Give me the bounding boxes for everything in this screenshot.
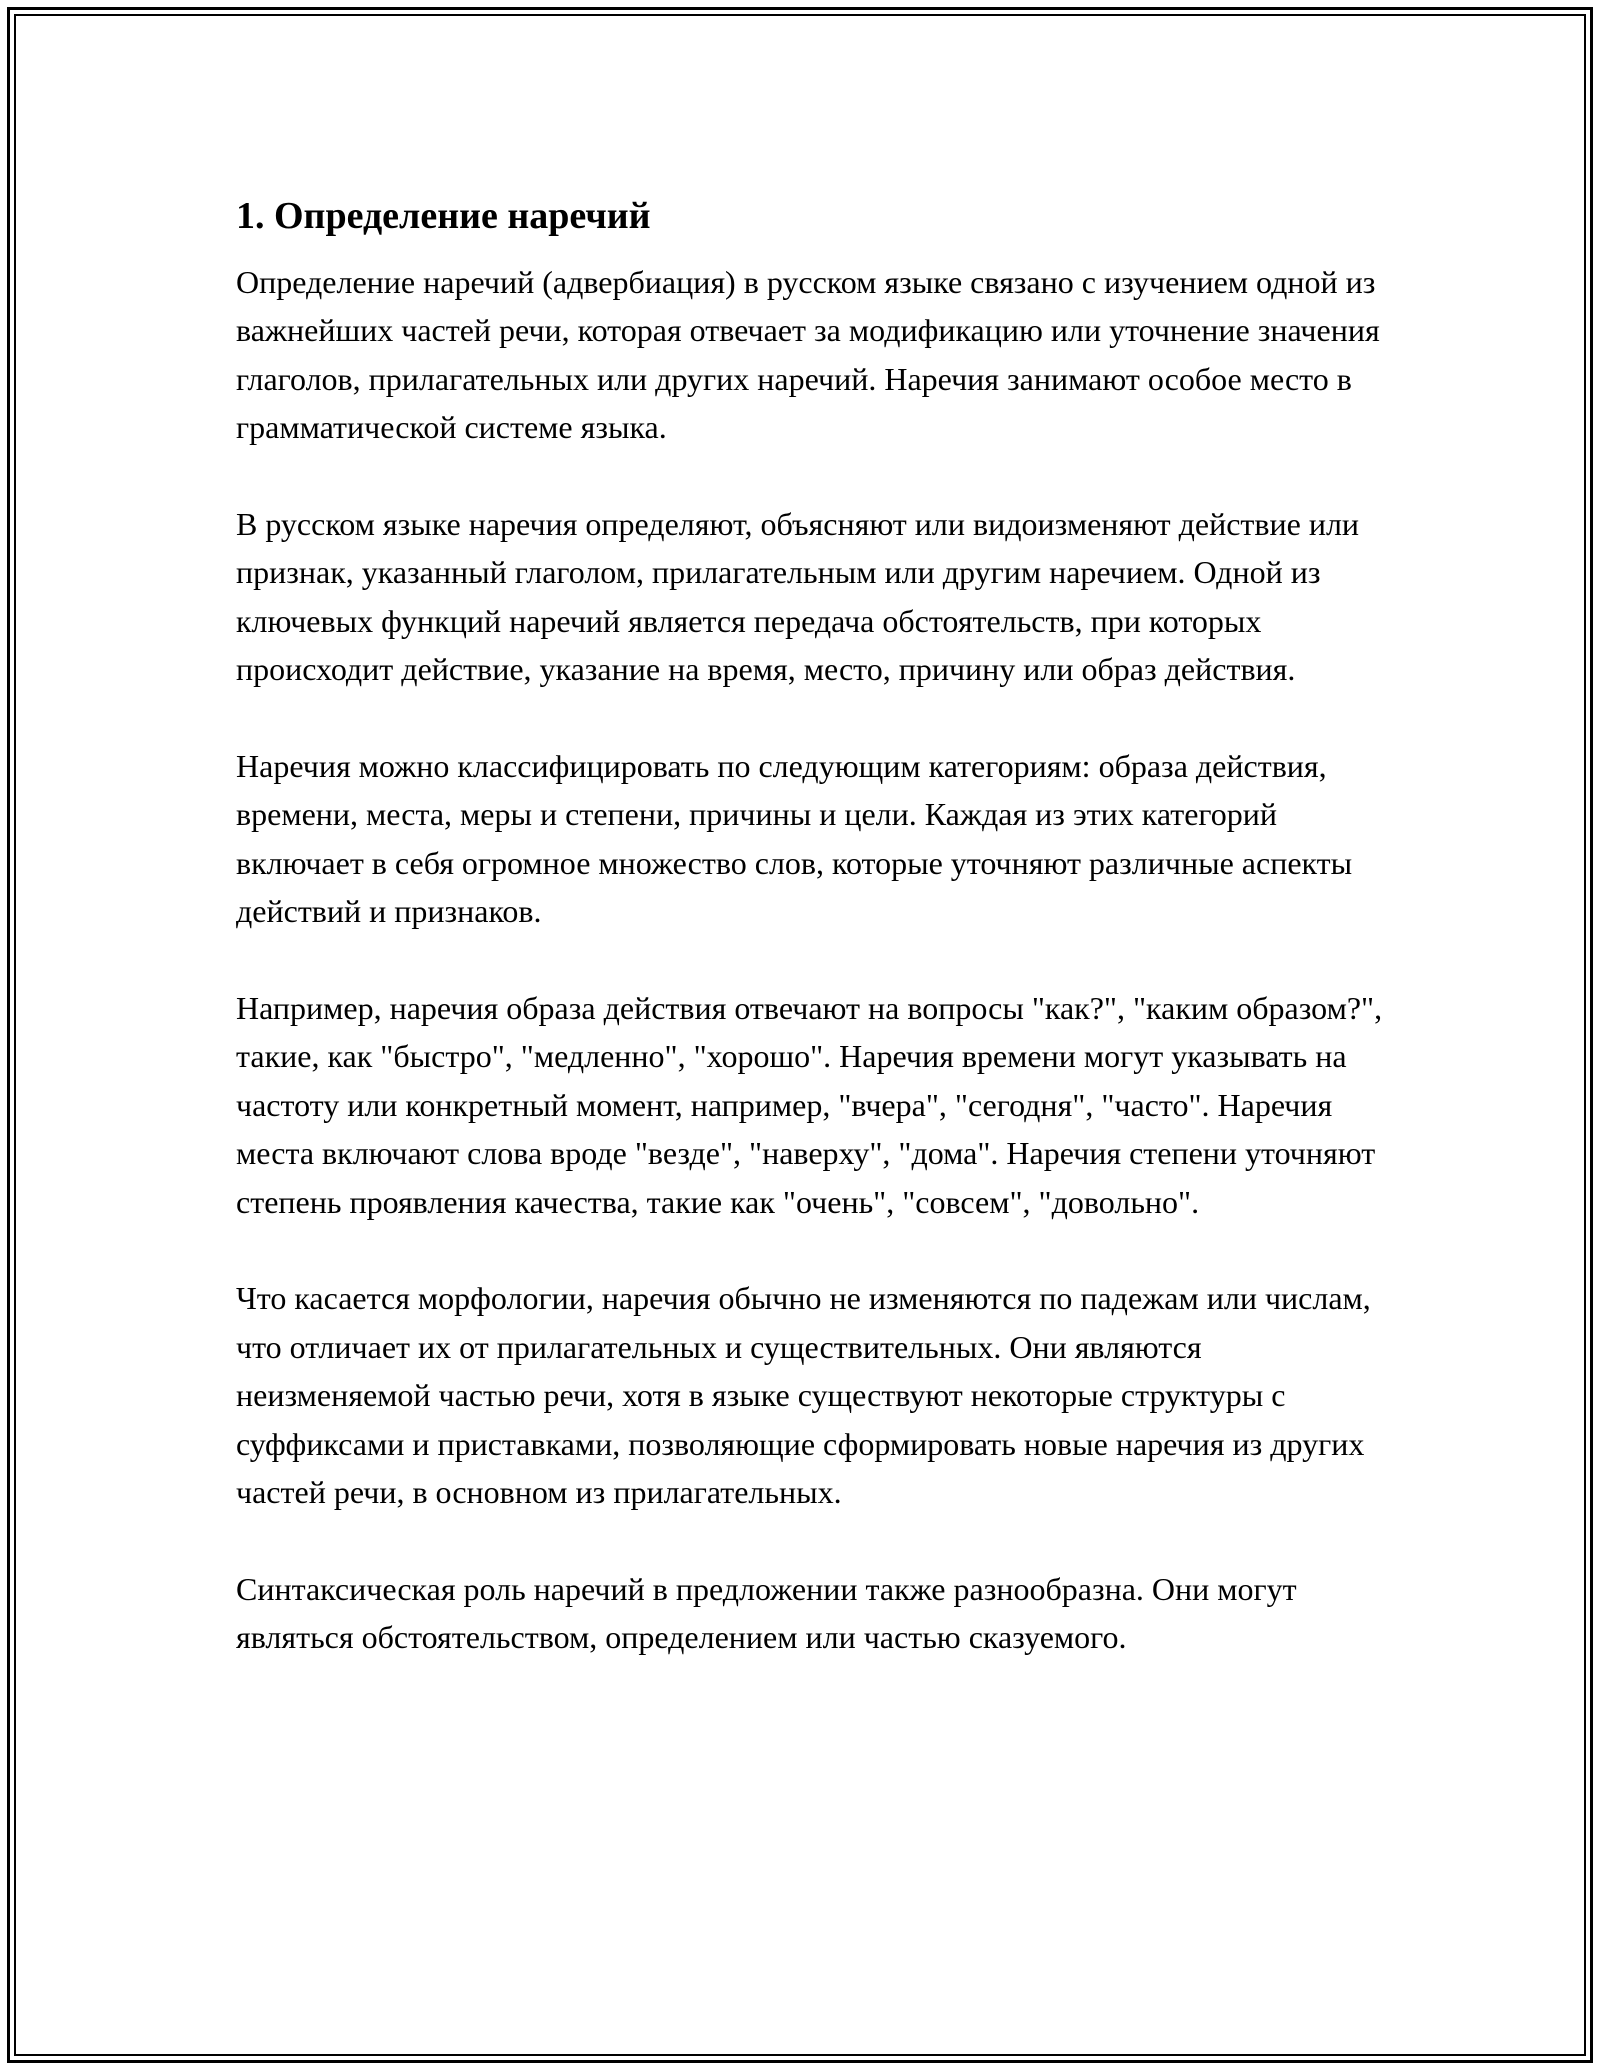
paragraph-3: Наречия можно классифицировать по следующим категориям: образа действия, времени, места, меры и степени, причины и цели. Каждая из этих категорий включает в себя огромное множество слов, которые уточняют различные аспекты действий и признаков. xyxy=(236,748,1353,930)
section-title: 1. Определение наречий xyxy=(236,195,651,237)
document-body xyxy=(236,180,1396,1710)
paragraph-5: Что касается морфологии, наречия обычно не изменяются по падежам или числам, что отличает их от прилагательных и существительных. Они являются неизменяемой частью речи, хотя в языке существуют некоторые структуры с суффиксами и приставками, позволяющие сформировать новые наречия из других частей речи, в основном из прилагательных. xyxy=(236,1280,1371,1511)
paragraph-1: Определение наречий (адвербиация) в русском языке связано с изучением одной из важнейших частей речи, которая отвечает за модификацию или уточнение значения глаголов, прилагательных или других наречий. Наречия занимают особое место в грамматической системе языка. xyxy=(236,264,1380,446)
paragraph-4: Например, наречия образа действия отвечают на вопросы "как?", "каким образом?", такие, как "быстро", "медленно", "хорошо". Наречия времени могут указывать на частоту или конкретный момент, например, "вчера", "сегодня", "часто". Наречия места включают слова вроде "везде", "наверху", "дома". Наречия степени уточняют степень проявления качества, такие как "очень", "совсем", "довольно". xyxy=(236,990,1383,1220)
paragraph-6: Синтаксическая роль наречий в предложении также разнообразна. Они могут являться обстоятельством, определением или частью сказуемого. xyxy=(236,1570,1297,1656)
paragraph-2: В русском языке наречия определяют, объясняют или видоизменяют действие или признак, указанный глаголом, прилагательным или другим наречием. Одной из ключевых функций наречий является передача обстоятельств, при которых происходит действие, указание на время, место, причину или образ действия. xyxy=(236,506,1360,688)
